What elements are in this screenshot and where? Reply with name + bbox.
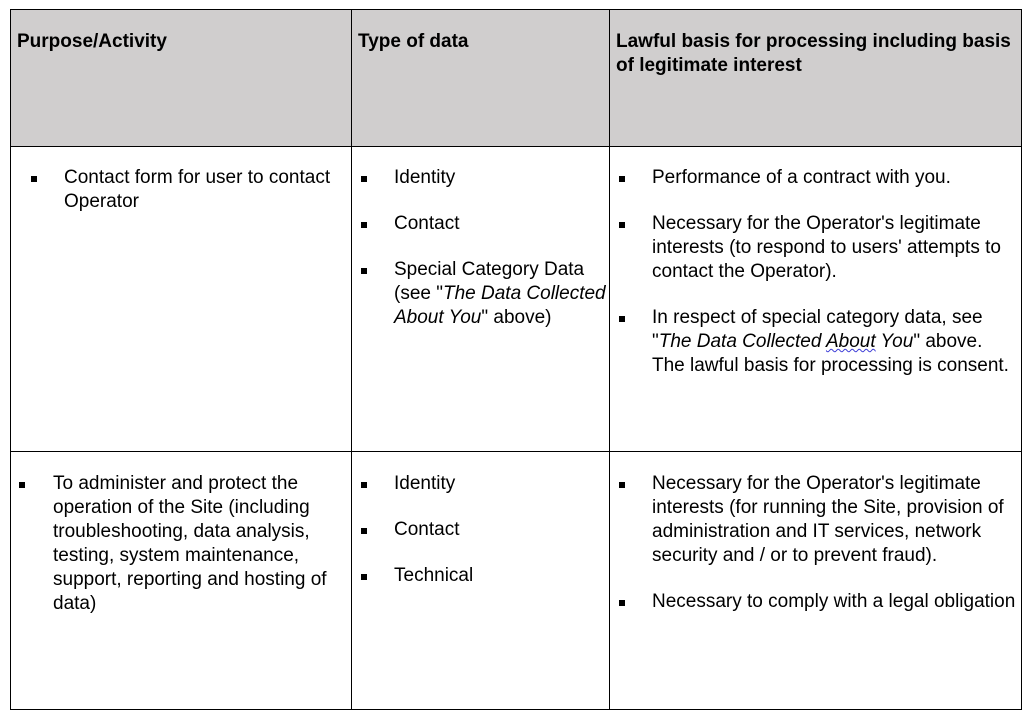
- table-row: [11, 147, 1022, 452]
- list-item: To administer and protect the operation of the Site (including troubleshooting, data analysis, testing, system maintenance, support, reporting and hosting of data): [11, 472, 351, 616]
- list-item: Contact: [352, 518, 609, 542]
- list-item: Contact form for user to contact Operator: [11, 166, 351, 214]
- row2-type-cell: [352, 452, 610, 710]
- row2-lawful-cell: [610, 452, 1022, 710]
- header-lawful-basis: Lawful basis for processing including basis of legitimate interest: [610, 10, 1022, 147]
- lawful-basis-table: [10, 9, 1022, 710]
- list-item: Performance of a contract with you.: [610, 166, 1021, 190]
- row1-lawful-cell: [610, 147, 1022, 452]
- list-item: Necessary for the Operator's legitimate interests (to respond to users' attempts to contact the Operator).: [610, 212, 1021, 284]
- table-row: [11, 452, 1022, 710]
- list-item: In respect of special category data, see "The Data Collected About You" above. The lawful basis for processing is consent.: [610, 306, 1021, 378]
- list-item: Necessary to comply with a legal obligation: [610, 590, 1021, 614]
- list-item: Contact: [352, 212, 609, 236]
- list-item: Identity: [352, 472, 609, 496]
- list-item: Special Category Data (see "The Data Collected About You" above): [352, 258, 609, 330]
- header-purpose: Purpose/Activity: [11, 10, 352, 147]
- row2-purpose-cell: [11, 452, 352, 710]
- header-row: [11, 10, 1022, 147]
- header-type-of-data: Type of data: [352, 10, 610, 147]
- list-item: Identity: [352, 166, 609, 190]
- row1-type-cell: [352, 147, 610, 452]
- list-item: Technical: [352, 564, 609, 588]
- list-item: Necessary for the Operator's legitimate interests (for running the Site, provision of administration and IT services, network security and / or to prevent fraud).: [610, 472, 1021, 568]
- row1-purpose-cell: [11, 147, 352, 452]
